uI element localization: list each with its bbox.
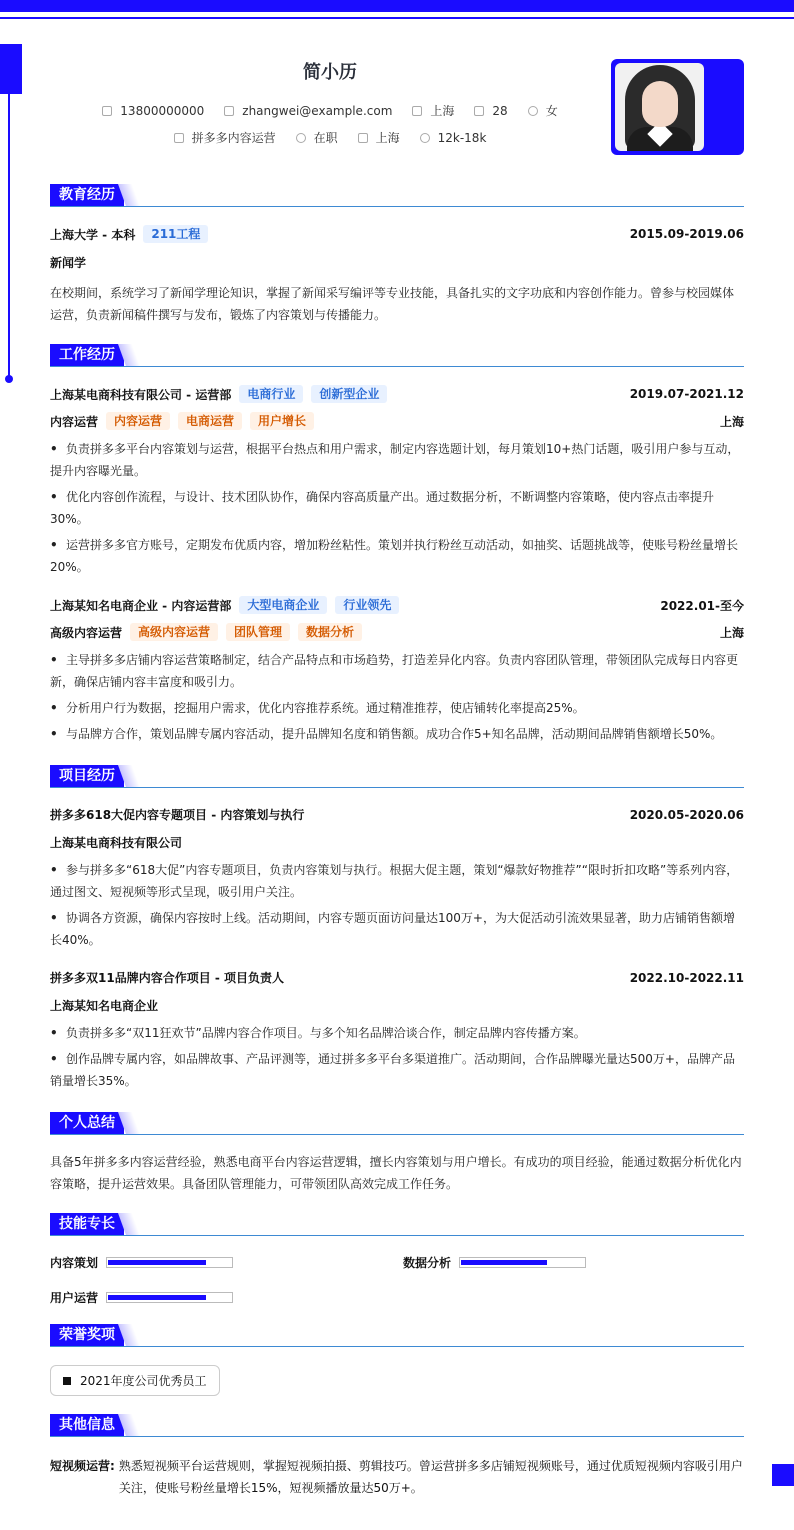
money-icon	[420, 133, 430, 143]
position-item	[174, 129, 276, 146]
company-tag: 大型电商企业	[239, 596, 327, 614]
company-tag: 行业领先	[335, 596, 399, 614]
project-date: 2022.10-2022.11	[629, 970, 744, 985]
mail-icon	[224, 106, 234, 116]
company-tag: 创新型企业	[311, 385, 387, 403]
list-item: • 分析用户行为数据，挖掘用户需求，优化内容推荐系统。通过精准推荐，使店铺转化率提高25%。	[50, 697, 744, 719]
avatar	[615, 63, 704, 151]
section-title	[50, 1112, 744, 1134]
award-text: 2021年度公司优秀员工	[80, 1374, 207, 1388]
other-key: 短视频运营:	[50, 1459, 115, 1473]
list-item: • 优化内容创作流程，与设计、技术团队协作，确保内容高质量产出。通过数据分析，不断调整内容策略，使内容点击率提升30%。	[50, 486, 744, 530]
skill-item	[50, 1289, 403, 1306]
project-date: 2020.05-2020.06	[629, 807, 744, 822]
home-icon	[412, 106, 422, 116]
list-item: • 负责拼多多平台内容策划与运营，根据平台热点和用户需求，制定内容选题计划，每月策划10+热门话题，吸引用户参与互动，提升内容曝光量。	[50, 438, 744, 482]
project-bullets	[50, 1022, 744, 1092]
section-title	[50, 765, 744, 787]
role-title: 内容运营	[50, 414, 99, 429]
city-text: 上海	[375, 131, 400, 145]
position-text: 拼多多内容运营	[191, 131, 276, 145]
list-item: • 负责拼多多“双11狂欢节”品牌内容合作项目。与多个知名品牌洽谈合作，制定品牌内容传播方案。	[50, 1022, 744, 1044]
work-entry	[50, 385, 744, 578]
resume-header	[50, 0, 744, 160]
section-divider	[50, 206, 744, 207]
skills-grid	[50, 1254, 744, 1306]
education-date: 2015.09-2019.06	[629, 227, 744, 241]
project-entry	[50, 806, 744, 951]
candidate-name: 简小历	[303, 62, 357, 83]
project-bullets	[50, 859, 744, 951]
skill-bar	[459, 1257, 586, 1268]
work-title	[50, 385, 387, 403]
role-tag: 内容运营	[106, 412, 170, 430]
phone-item	[102, 102, 204, 119]
section-title	[50, 1213, 744, 1235]
education-section	[50, 184, 744, 326]
gender-text: 女	[545, 104, 558, 118]
age-item	[474, 102, 507, 119]
skill-bar	[106, 1257, 233, 1268]
list-item: • 运营拼多多官方账号，定期发布优质内容，增加粉丝粘性。策划并执行粉丝互动活动，如抽奖、话题挑战等，使账号粉丝量增长20%。	[50, 534, 744, 578]
company-dept: 上海某知名电商企业 - 内容运营部	[50, 598, 232, 613]
calendar-icon	[474, 106, 484, 116]
age-text: 28	[492, 103, 508, 118]
company-dept: 上海某电商科技有限公司 - 运营部	[50, 387, 232, 402]
phone-text: 13800000000	[120, 103, 205, 118]
right-accent-block	[772, 1464, 794, 1486]
skill-bar-fill	[108, 1295, 206, 1300]
education-entry	[50, 225, 744, 326]
work-date: 2019.07-2021.12	[629, 387, 744, 401]
gender-item	[528, 102, 558, 119]
project-title: 拼多多双11品牌内容合作项目 - 项目负责人	[50, 971, 285, 985]
job-intent-row	[50, 129, 610, 146]
section-label: 教育经历	[50, 184, 124, 206]
email-text: zhangwei@example.com	[242, 103, 393, 118]
projects-section	[50, 765, 744, 1092]
school-degree: 上海大学 - 本科	[50, 227, 136, 242]
work-entry	[50, 596, 744, 745]
section-title	[50, 1414, 744, 1436]
gender-icon	[528, 106, 538, 116]
list-item: • 主导拼多多店铺内容运营策略制定，结合产品特点和市场趋势，打造差异化内容。负责内容团队管理，带领团队完成每日内容更新，确保店铺内容丰富度和吸引力。	[50, 649, 744, 693]
awards-section	[50, 1324, 744, 1396]
section-divider	[50, 366, 744, 367]
skill-name: 数据分析	[403, 1256, 452, 1270]
role-tag: 用户增长	[250, 412, 314, 430]
major: 新闻学	[50, 256, 87, 270]
loading-icon	[296, 133, 306, 143]
status-text: 在职	[313, 131, 338, 145]
role-line	[50, 412, 314, 430]
section-divider	[50, 787, 744, 788]
resume-page	[50, 0, 744, 1499]
role-tag: 团队管理	[226, 623, 290, 641]
email-item	[224, 102, 392, 119]
skill-name: 内容策划	[50, 1256, 99, 1270]
role-tag: 数据分析	[298, 623, 362, 641]
work-section	[50, 344, 744, 745]
skill-item	[403, 1254, 744, 1271]
skill-name: 用户运营	[50, 1291, 99, 1305]
summary-section	[50, 1112, 744, 1195]
section-label: 荣誉奖项	[50, 1324, 124, 1346]
work-bullets	[50, 649, 744, 745]
left-accent-block	[0, 44, 22, 94]
section-title	[50, 184, 744, 206]
summary-text: 具备5年拼多多内容运营经验，熟悉电商平台内容运营逻辑，擅长内容策划与用户增长。有成功的项目经验，能通过数据分析优化内容策略，提升运营效果。具备团队管理能力，可带领团队高效完成工作任务。	[50, 1155, 742, 1191]
send-icon	[174, 133, 184, 143]
role-title: 高级内容运营	[50, 625, 123, 640]
company-tag: 电商行业	[239, 385, 303, 403]
skill-item	[50, 1254, 403, 1271]
section-divider	[50, 1235, 744, 1236]
city-item	[358, 129, 400, 146]
section-divider	[50, 1346, 744, 1347]
list-item: • 与品牌方合作，策划品牌专属内容活动，提升品牌知名度和销售额。成功合作5+知名品牌，活动期间品牌销售额增长50%。	[50, 723, 744, 745]
award-badge	[50, 1365, 220, 1396]
left-timeline-dot	[5, 375, 13, 383]
salary-item	[420, 129, 487, 146]
list-item: • 创作品牌专属内容，如品牌故事、产品评测等，通过拼多多平台多渠道推广。活动期间，合作品牌曝光量达500万+，品牌产品销量增长35%。	[50, 1048, 744, 1092]
profile-photo	[611, 59, 744, 155]
phone-icon	[102, 106, 112, 116]
other-section	[50, 1414, 744, 1499]
status-item	[296, 129, 338, 146]
other-info-row	[50, 1455, 744, 1499]
list-item: • 协调各方资源，确保内容按时上线。活动期间，内容专题页面访问量达100万+，为大促活动引流效果显著，助力店铺销售额增长40%。	[50, 907, 744, 951]
education-desc: 在校期间，系统学习了新闻学理论知识，掌握了新闻采写编评等专业技能，具备扎实的文字功底和内容创作能力。曾参与校园媒体运营，负责新闻稿件撰写与发布，锻炼了内容策划与传播能力。	[50, 286, 735, 322]
section-label: 工作经历	[50, 344, 124, 366]
other-value: 熟悉短视频平台运营规则，掌握短视频拍摄、剪辑技巧。曾运营拼多多店铺短视频账号，通过优质短视频内容吸引用户关注，使账号粉丝量增长15%，短视频播放量达50万+。	[118, 1459, 743, 1495]
salary-text: 12k-18k	[437, 130, 487, 145]
location-item	[412, 102, 454, 119]
role-line	[50, 623, 362, 641]
work-title	[50, 596, 399, 614]
skill-bar	[106, 1292, 233, 1303]
section-divider	[50, 1134, 744, 1135]
section-label: 其他信息	[50, 1414, 124, 1436]
skills-section	[50, 1213, 744, 1306]
school-tag: 211工程	[143, 225, 208, 243]
project-org: 上海某知名电商企业	[50, 999, 159, 1013]
role-tag: 高级内容运营	[130, 623, 218, 641]
education-title	[50, 225, 208, 243]
section-title	[50, 344, 744, 366]
location-text: 上海	[430, 104, 455, 118]
project-entry	[50, 969, 744, 1092]
building-icon	[358, 133, 368, 143]
contact-row	[50, 102, 610, 119]
skill-bar-fill	[108, 1260, 206, 1265]
list-item: • 参与拼多多“618大促”内容专题项目，负责内容策划与执行。根据大促主题，策划“爆款好物推荐”“限时折扣攻略”等系列内容，通过图文、短视频等形式呈现，吸引用户关注。	[50, 859, 744, 903]
work-city: 上海	[719, 414, 744, 429]
square-bullet-icon	[63, 1377, 71, 1385]
project-title: 拼多多618大促内容专题项目 - 内容策划与执行	[50, 808, 305, 822]
work-date: 2022.01-至今	[660, 598, 744, 613]
section-label: 项目经历	[50, 765, 124, 787]
role-tag: 电商运营	[178, 412, 242, 430]
left-timeline-line	[8, 94, 10, 378]
work-bullets	[50, 438, 744, 578]
section-title	[50, 1324, 744, 1346]
section-label: 个人总结	[50, 1112, 124, 1134]
section-label: 技能专长	[50, 1213, 124, 1235]
skill-bar-fill	[461, 1260, 547, 1265]
section-divider	[50, 1436, 744, 1437]
project-org: 上海某电商科技有限公司	[50, 836, 183, 850]
work-city: 上海	[719, 625, 744, 640]
